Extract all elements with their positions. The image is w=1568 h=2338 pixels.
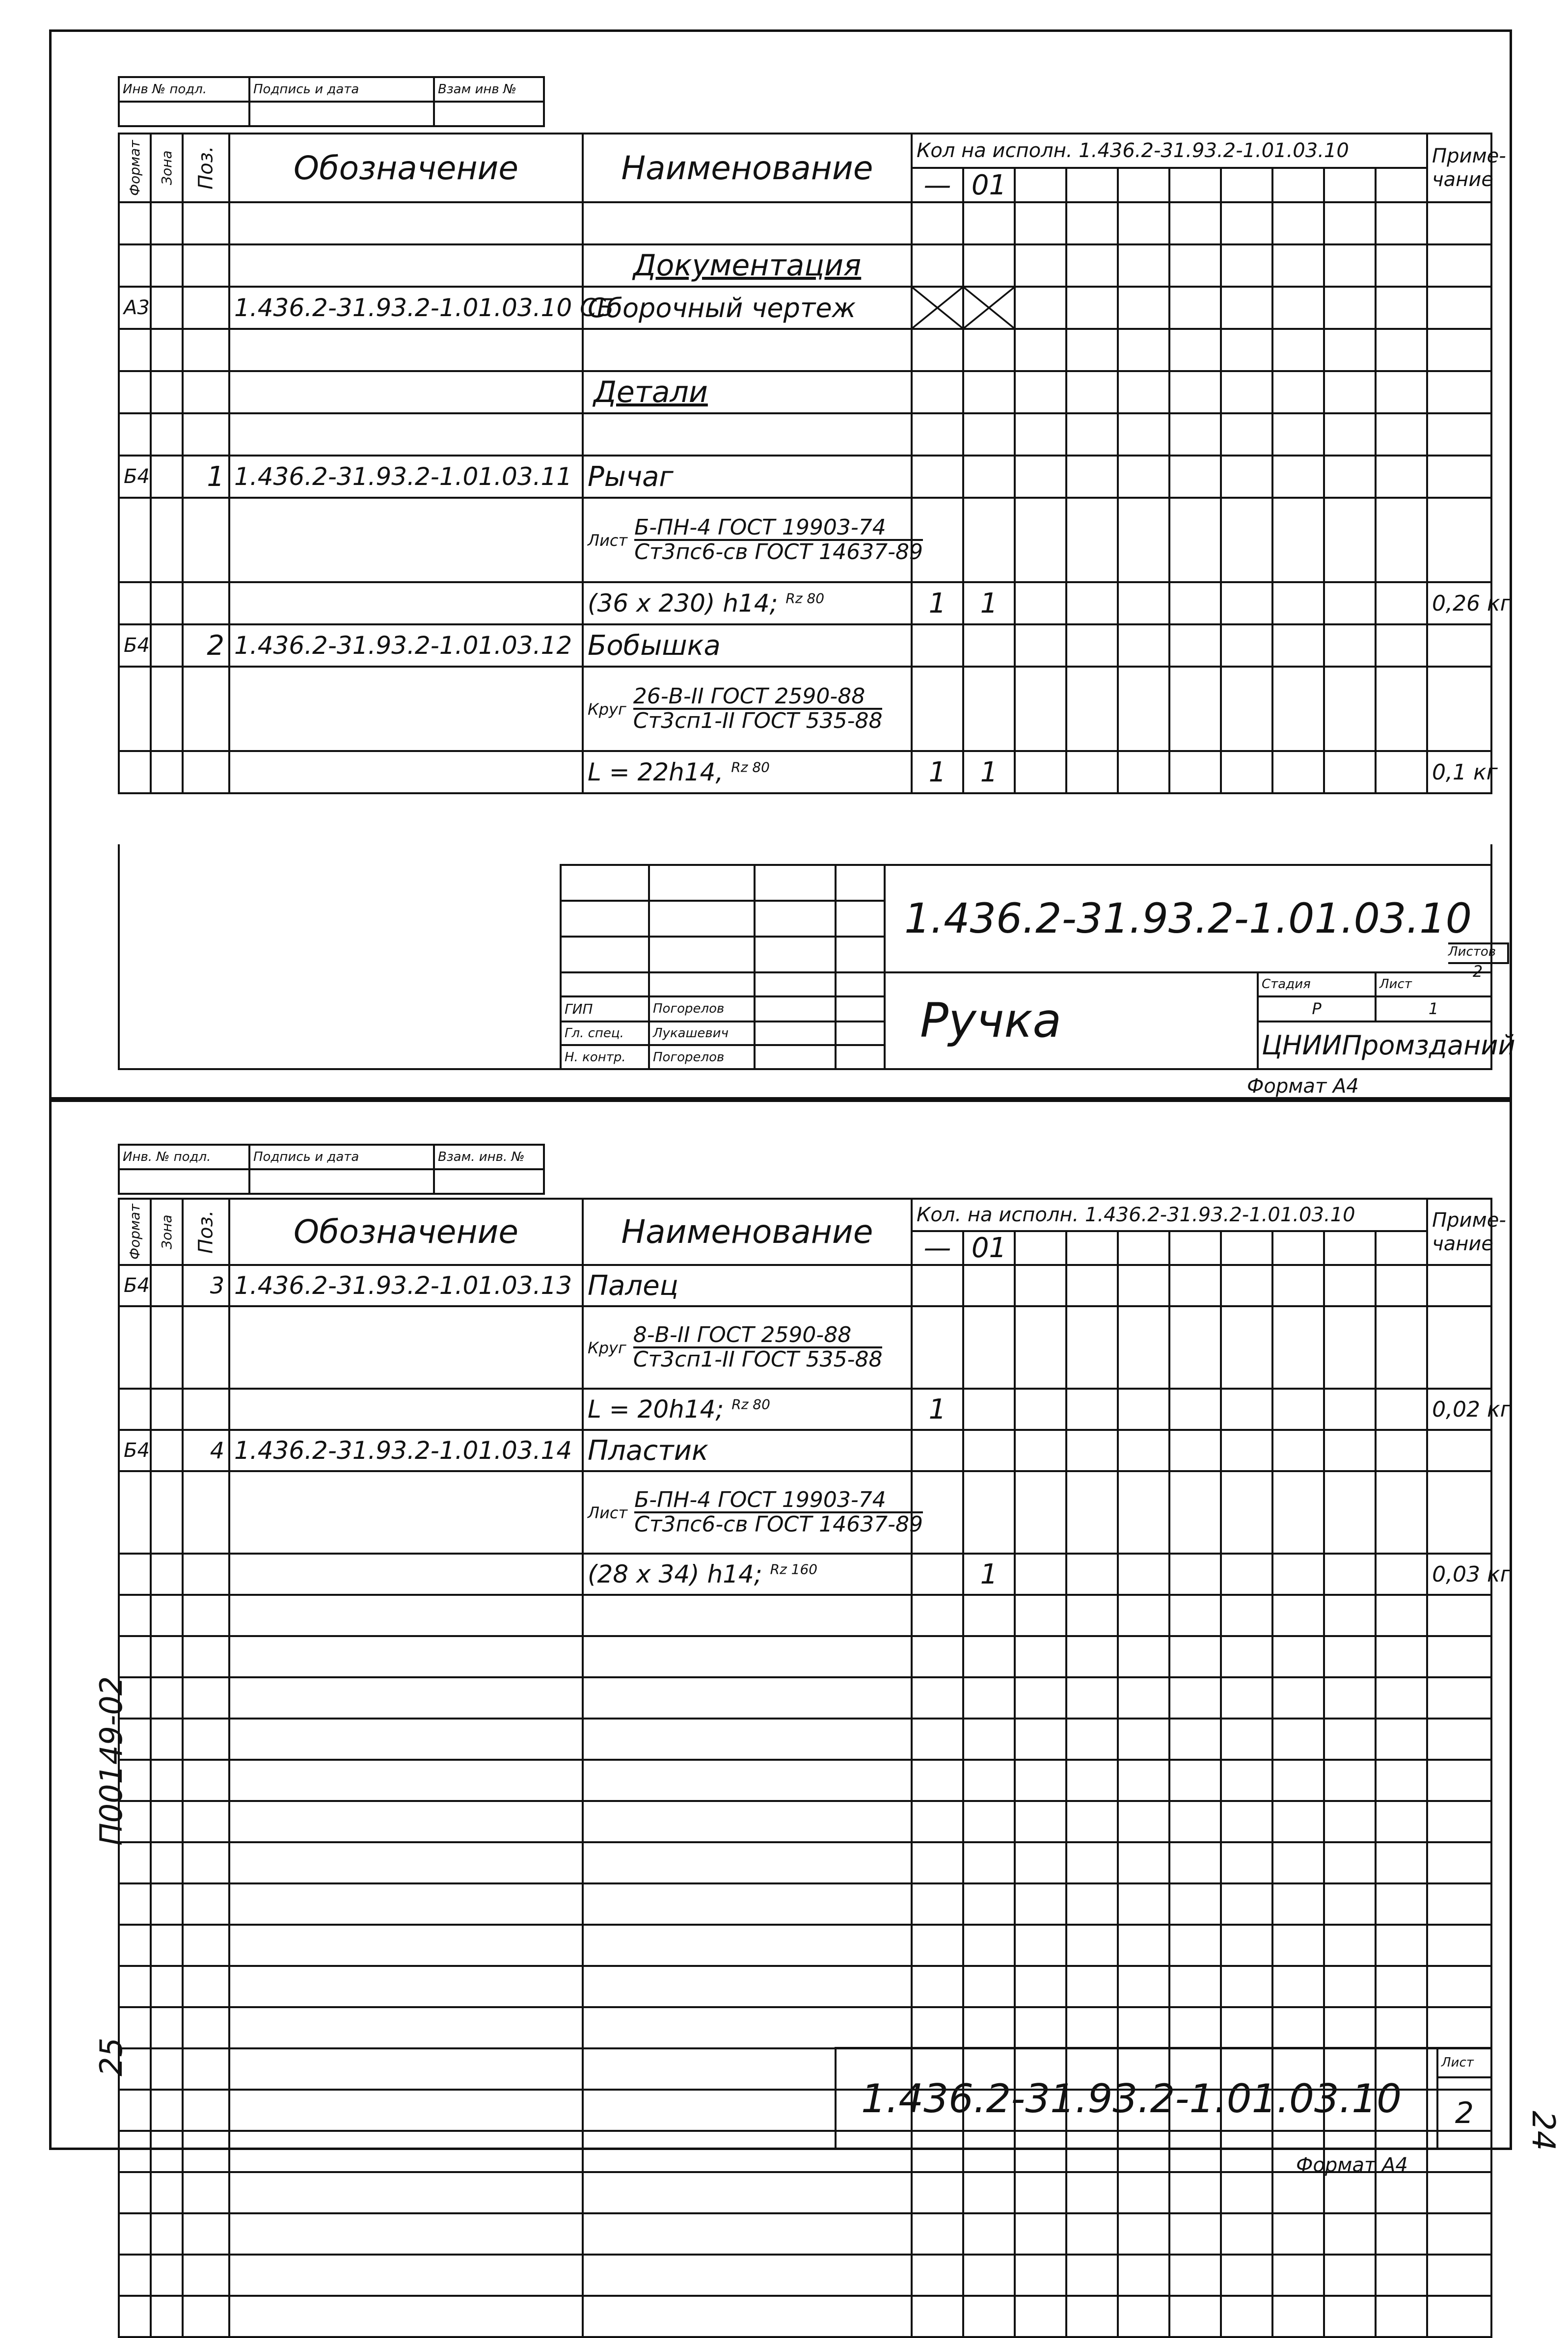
part3-name: Палец [583, 1265, 912, 1306]
qty-cross-0 [912, 287, 963, 329]
hdr-var-0: — [912, 168, 963, 202]
part2-mat-prefix: Круг [588, 700, 626, 719]
qty-cross-01 [963, 287, 1015, 329]
hdr2-var-01: 01 [963, 1231, 1015, 1265]
sheet1-format-label: Формат А4 [1247, 1075, 1359, 1098]
stadiya-value: Р [1258, 996, 1376, 1021]
part1-roughness: Rz 80 [785, 590, 825, 607]
part1-mat-top: Б-ПН-4 ГОСТ 19903-74 [634, 516, 923, 541]
part4-mat-bottom: Ст3пс6-св ГОСТ 14637-89 [634, 1512, 923, 1537]
part3-qty-0: 1 [912, 1389, 963, 1430]
part4-material [583, 1471, 923, 1554]
page-corner-number: 24 [1525, 2111, 1561, 2151]
part1-size: (36 x 230) h14; [588, 589, 778, 618]
name-gip: Погорелов [649, 996, 755, 1021]
sheet2-spec-table [118, 1198, 1512, 2338]
part3-size: L = 20h14; [588, 1395, 724, 1424]
sheet2-approval-strip [118, 1144, 545, 1195]
part4-name: Пластик [583, 1430, 912, 1471]
role-n-kontr: Н. контр. [561, 1045, 649, 1069]
part4-mat-top: Б-ПН-4 ГОСТ 19903-74 [634, 1489, 923, 1513]
part1-material [583, 498, 923, 582]
sheet2-format-label: Формат А4 [1296, 2154, 1408, 2177]
part3-note: 0,02 кг [1427, 1389, 1491, 1430]
part1-qty-0: 1 [912, 582, 963, 624]
part3-mat-top: 8-В-II ГОСТ 2590-88 [633, 1324, 883, 1348]
part4-qty-01: 1 [963, 1554, 1015, 1595]
part1-mat-prefix: Лист [588, 531, 628, 550]
section-documentation: Документация [583, 244, 912, 287]
sheet1-org: ЦНИИПромзданий [1258, 1021, 1491, 1069]
part3-roughness: Rz 80 [731, 1396, 770, 1413]
role-gip: ГИП [561, 996, 649, 1021]
sheet1-doc-number: 1.436.2-31.93.2-1.01.03.10 [885, 865, 1491, 972]
hdr2-kol: Кол. на исполн. 1.436.2-31.93.2-1.01.03.10 [912, 1199, 1427, 1231]
hdr2-poz: Поз. [183, 1199, 229, 1265]
part1-code: 1.436.2-31.93.2-1.01.03.11 [229, 456, 583, 498]
part4-note: 0,03 кг [1427, 1554, 1491, 1595]
part2-code: 1.436.2-31.93.2-1.01.03.12 [229, 624, 583, 667]
part2-poz: 2 [183, 624, 229, 667]
section-details: Детали [583, 371, 912, 413]
sheet2-title-block [835, 2047, 1492, 2150]
part3-mat-bottom: Ст3сп1-II ГОСТ 535-88 [633, 1347, 883, 1372]
part2-name: Бобышка [583, 624, 912, 667]
row-doc-name: Сборочный чертеж [583, 287, 912, 329]
sheet1-spec-table [118, 133, 1512, 794]
part3-poz: 3 [183, 1265, 229, 1306]
strip2-vzam: Взам. инв. № [434, 1145, 544, 1169]
part2-material [583, 667, 912, 751]
strip-inv-podl: Инв № подл. [119, 77, 249, 102]
part3-qty-01 [963, 1389, 1015, 1430]
part1-format: Б4 [119, 456, 151, 498]
margin-code: П00149-02 [93, 1676, 129, 1846]
hdr-naimenovanie: Наименование [583, 134, 912, 202]
part3-mat-prefix: Круг [588, 1339, 626, 1357]
part2-mat-top: 26-В-II ГОСТ 2590-88 [633, 685, 883, 710]
strip-vzam: Взам инв № [434, 77, 544, 102]
hdr2-naimenovanie: Наименование [583, 1199, 912, 1265]
part4-format: Б4 [119, 1430, 151, 1471]
sheet1-title-block [560, 864, 1515, 1070]
name-gl-spec: Лукашевич [649, 1021, 755, 1046]
stadiya-label: Стадия [1258, 972, 1376, 996]
hdr2-var-0: — [912, 1231, 963, 1265]
sheet2-doc-number: 1.436.2-31.93.2-1.01.03.10 [836, 2048, 1437, 2149]
hdr2-format: Формат [119, 1199, 151, 1265]
list-label: Лист [1376, 972, 1491, 996]
part1-qty-01: 1 [963, 582, 1015, 624]
hdr2-zona: Зона [151, 1199, 183, 1265]
hdr-oboznachenie: Обозначение [229, 134, 583, 202]
strip-podpis: Подпись и дата [249, 77, 434, 102]
part2-mat-bottom: Ст3сп1-II ГОСТ 535-88 [633, 708, 883, 733]
part4-poz: 4 [183, 1430, 229, 1471]
sheet2-list-label: Лист [1437, 2048, 1491, 2077]
hdr-primechanie: Приме-чание [1427, 134, 1491, 202]
part1-poz: 1 [183, 456, 229, 498]
sheet1-title: Ручка [885, 972, 1258, 1069]
role-gl-spec: Гл. спец. [561, 1021, 649, 1046]
part2-size: L = 22h14, [588, 758, 724, 786]
hdr-var-01: 01 [963, 168, 1015, 202]
part3-material [583, 1306, 912, 1389]
margin-num: 25 [93, 2038, 129, 2076]
strip2-inv-podl: Инв. № подл. [119, 1145, 249, 1169]
hdr-zona: Зона [151, 134, 183, 202]
hdr-kol: Кол на исполн. 1.436.2-31.93.2-1.01.03.10 [912, 134, 1427, 168]
part2-format: Б4 [119, 624, 151, 667]
sheet1-approval-strip [118, 76, 545, 127]
part4-code: 1.436.2-31.93.2-1.01.03.14 [229, 1430, 583, 1471]
part1-name: Рычаг [583, 456, 912, 498]
name-n-kontr: Погорелов [649, 1045, 755, 1069]
part4-mat-prefix: Лист [588, 1504, 628, 1522]
listov-value: 2 [1472, 962, 1483, 981]
strip2-podpis: Подпись и дата [249, 1145, 434, 1169]
listov-label: Листов [1448, 942, 1509, 964]
hdr-format: Формат [119, 134, 151, 202]
part1-mat-bottom: Ст3пс6-св ГОСТ 14637-89 [634, 539, 923, 564]
part2-note: 0,1 кг [1427, 751, 1491, 793]
part1-note: 0,26 кг [1427, 582, 1491, 624]
hdr-poz: Поз. [183, 134, 229, 202]
part3-code: 1.436.2-31.93.2-1.01.03.13 [229, 1265, 583, 1306]
list-value: 1 [1376, 996, 1491, 1021]
row-doc-code: 1.436.2-31.93.2-1.01.03.10 СБ [229, 287, 583, 329]
sheet2-list-value: 2 [1437, 2077, 1491, 2149]
part4-size: (28 x 34) h14; [588, 1560, 762, 1588]
part4-roughness: Rz 160 [770, 1561, 818, 1578]
part2-roughness: Rz 80 [731, 759, 770, 776]
part2-qty-0: 1 [912, 751, 963, 793]
hdr2-primechanie: Приме-чание [1427, 1199, 1491, 1265]
row-doc-format: А3 [119, 287, 151, 329]
part2-qty-01: 1 [963, 751, 1015, 793]
part4-qty-0 [912, 1554, 963, 1595]
hdr2-oboznachenie: Обозначение [229, 1199, 583, 1265]
part3-format: Б4 [119, 1265, 151, 1306]
